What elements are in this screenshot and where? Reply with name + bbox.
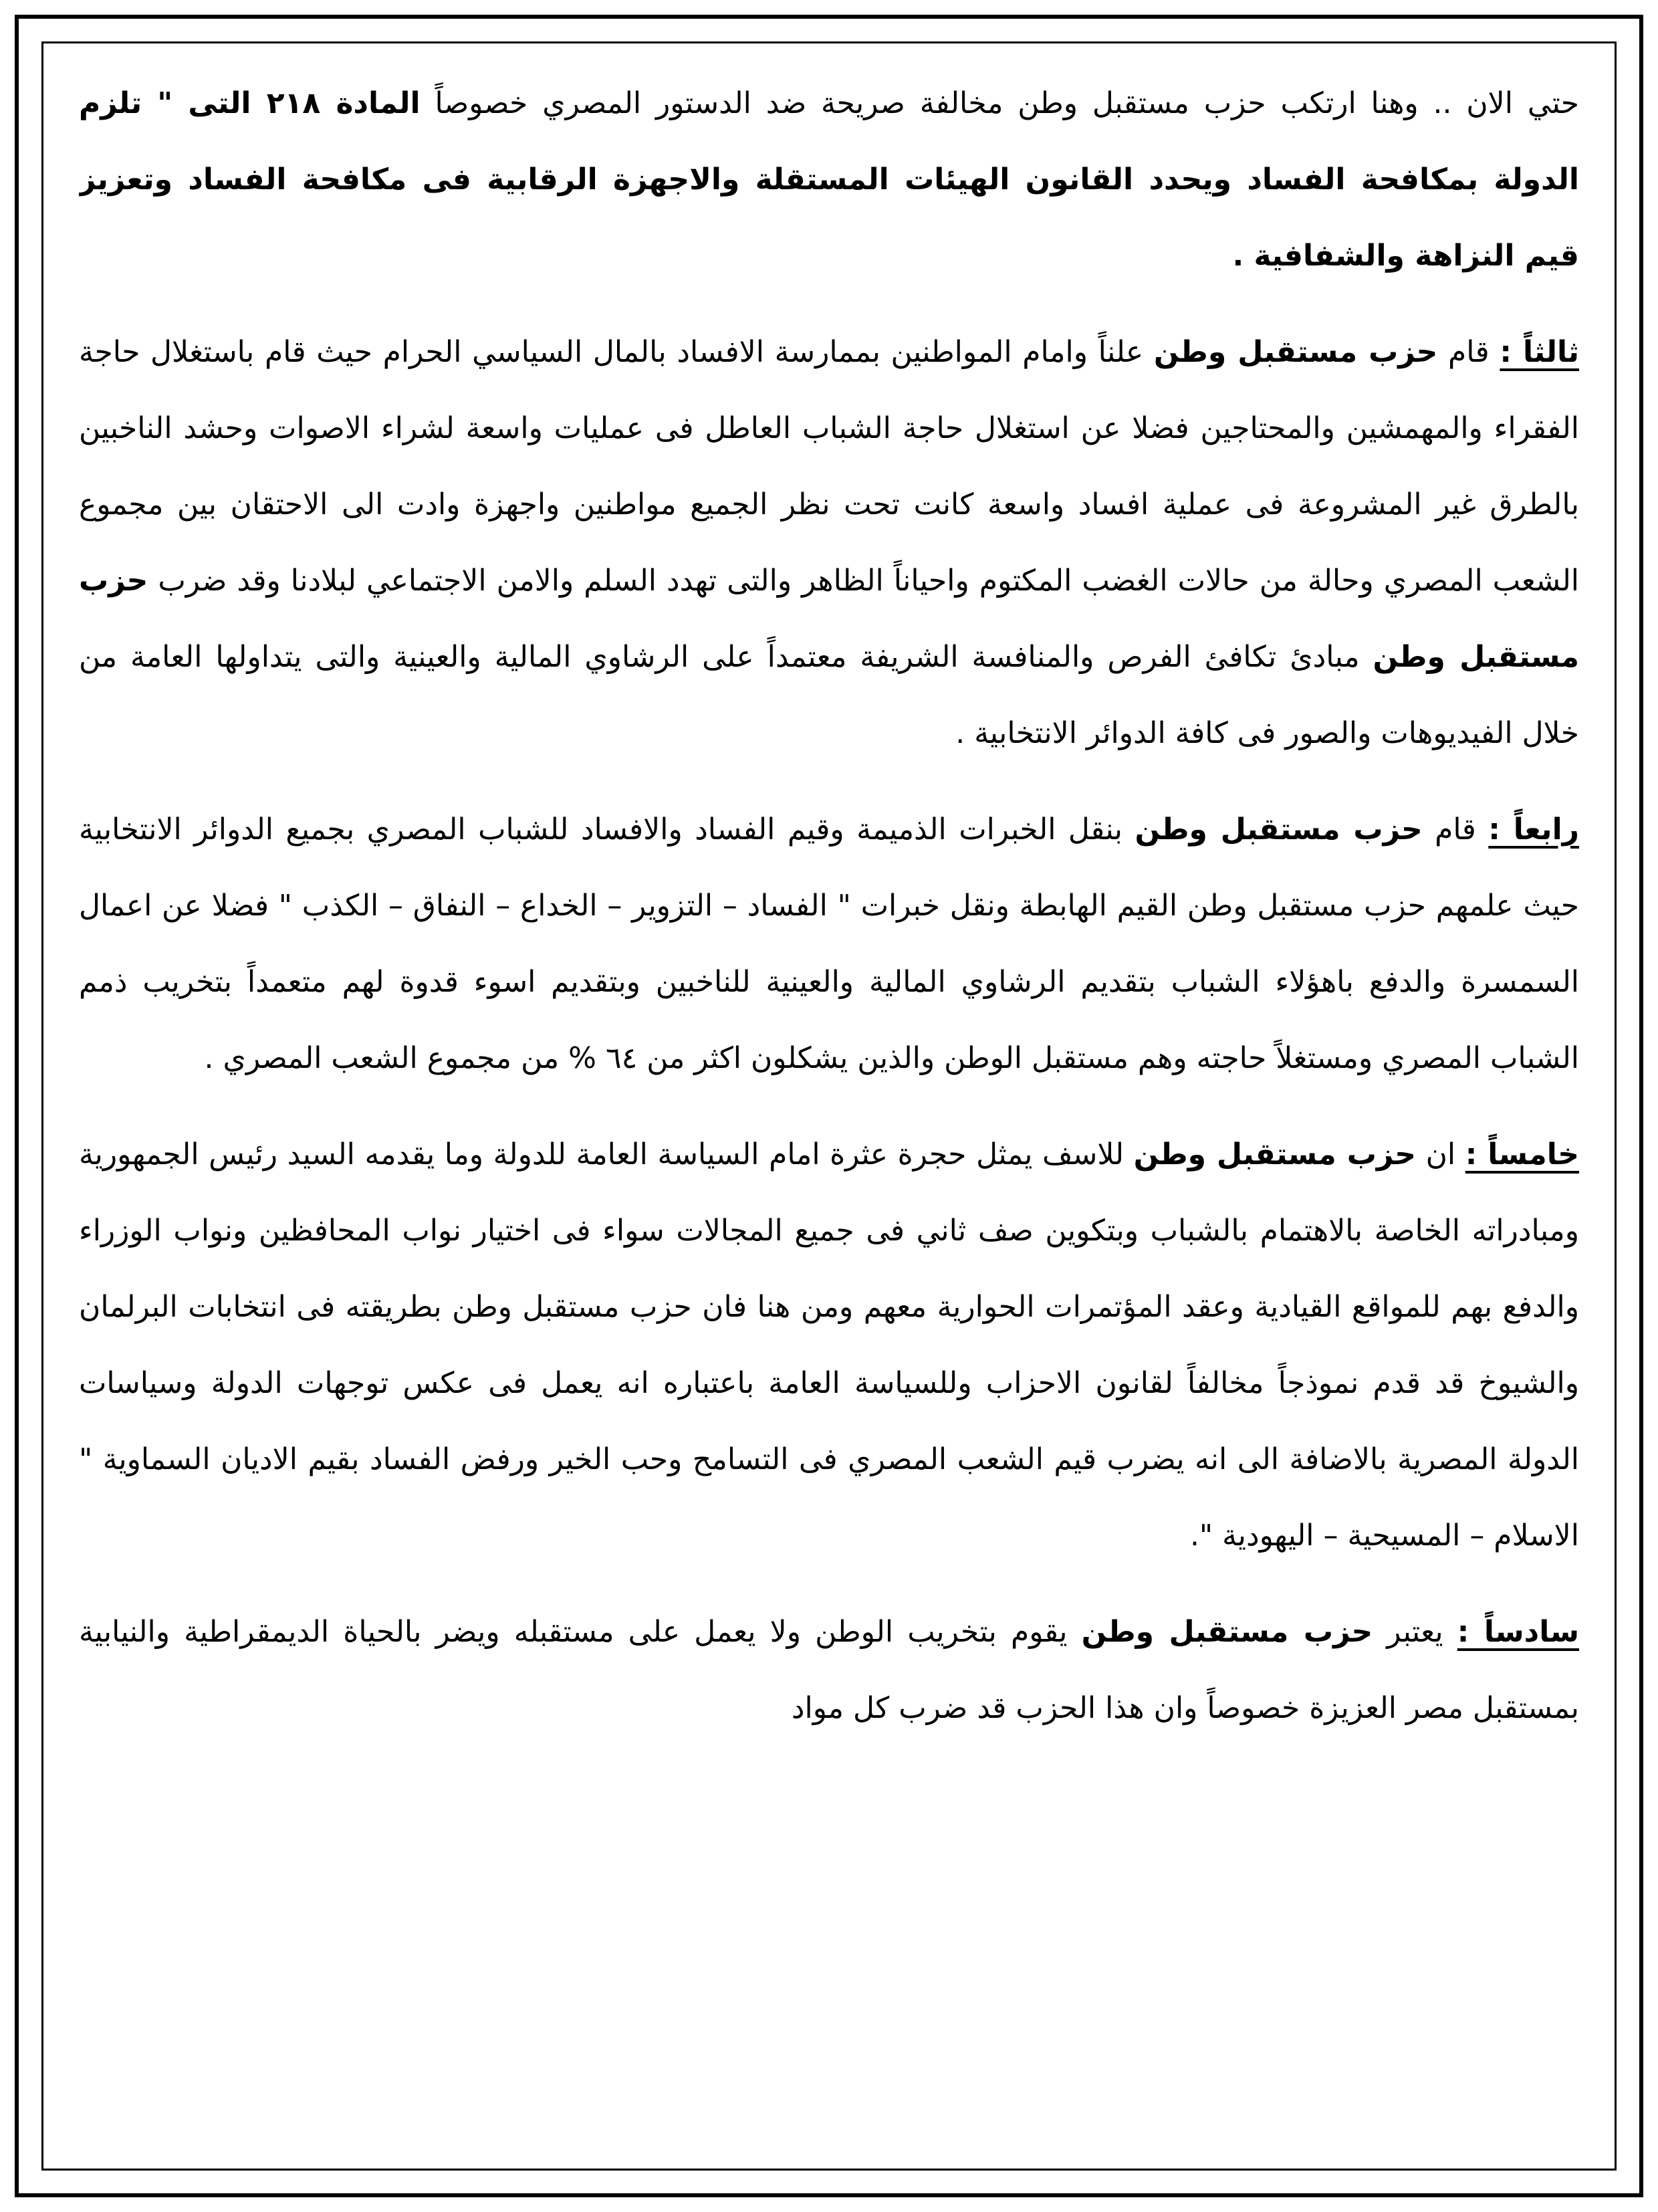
section-label: رابعاً : xyxy=(1488,812,1579,847)
paragraph-sixth xyxy=(79,1594,1579,1747)
paragraph-third xyxy=(79,314,1579,772)
text-run: بنقل الخبرات الذميمة وقيم الفساد والافساد للشباب المصري بجميع الدوائر الانتخابية حيث علمهم حزب مستقبل وطن القيم الهابطة ونقل خبرات " الفساد – التزوير – الخداع – النفاق – الكذب " فضلا عن اعمال السمسرة والدفع باهؤلاء الشباب بتقديم الرشاوي المالية والعينية للناخبين وبتقديم اسوء قدوة لهم متعمداً بتخريب ذمم الشباب المصري ومستغلاً حاجته وهم مستقبل الوطن والذين يشكلون اكثر من ٦٤ % من مجموع الشعب المصري . xyxy=(79,812,1579,1075)
paragraph-gap xyxy=(79,772,1579,792)
paragraph-fifth xyxy=(79,1117,1579,1574)
section-label: خامساً : xyxy=(1465,1137,1579,1172)
text-run: قام xyxy=(1422,812,1489,847)
text-run: للاسف يمثل حجرة عثرة امام السياسة العامة للدولة وما يقدمه السيد رئيس الجمهورية ومبادراته الخاصة بالاهتمام بالشباب وبتكوين صف ثاني فى جميع المجالات سواء فى اختيار نواب المحافظين ونواب الوزراء والدفع بهم للمواقع القيادية وعقد المؤتمرات الحوارية معهم ومن هنا فان حزب مستقبل وطن بطريقته فى انتخابات البرلمان والشيوخ قد قدم نموذجاً مخالفاً لقانون الاحزاب وللسياسة العامة باعتباره انه يعمل فى عكس توجهات الدولة وسياسات الدولة المصرية بالاضافة الى انه يضرب قيم الشعب المصري فى التسامح وحب الخير ورفض الفساد بقيم الاديان السماوية " الاسلام – المسيحية – اليهودية ". xyxy=(79,1137,1579,1553)
page-frame xyxy=(15,15,1643,2197)
text-run: ان xyxy=(1416,1137,1465,1172)
text-run: حتي الان .. وهنا ارتكب حزب مستقبل وطن مخالفة صريحة ضد الدستور المصري خصوصاً xyxy=(420,86,1579,120)
text-run: قام xyxy=(1437,335,1500,369)
section-label: ثالثاً : xyxy=(1500,335,1579,369)
document-body xyxy=(79,66,1579,2180)
paragraph-gap xyxy=(79,294,1579,314)
bold-text: حزب مستقبل وطن xyxy=(79,564,1579,674)
paragraph-intro xyxy=(79,66,1579,294)
text-run: يعتبر xyxy=(1373,1615,1457,1649)
section-label: سادساً : xyxy=(1457,1615,1579,1649)
paragraph-gap xyxy=(79,1097,1579,1117)
text-run: يقوم بتخريب الوطن ولا يعمل على مستقبله ويضر بالحياة الديمقراطية والنيابية بمستقبل مصر العزيزة خصوصاً وان هذا الحزب قد ضرب كل مواد xyxy=(79,1615,1579,1725)
bold-text: المادة ٢١٨ التى " تلزم الدولة بمكافحة الفساد ويحدد القانون الهيئات المستقلة والاجهزة الرقابية فى مكافحة الفساد وتعزيز قيم النزاهة والشفافية . xyxy=(79,86,1579,273)
bold-text: حزب مستقبل وطن xyxy=(1081,1615,1373,1649)
text-run: مبادئ تكافئ الفرص والمنافسة الشريفة معتمداً على الرشاوي المالية والعينية والتى يتداولها العامة من خلال الفيديوهات والصور فى كافة الدوائر الانتخابية . xyxy=(79,640,1579,750)
bold-text: حزب مستقبل وطن xyxy=(1135,812,1423,847)
paragraph-fourth xyxy=(79,792,1579,1097)
paragraph-gap xyxy=(79,1574,1579,1594)
bold-text: حزب مستقبل وطن xyxy=(1133,1137,1417,1172)
bold-text: حزب مستقبل وطن xyxy=(1153,335,1438,369)
text-run: علناً وامام المواطنين بممارسة الافساد بالمال السياسي الحرام حيث قام باستغلال حاجة الفقراء والمهمشين والمحتاجين فضلا عن استغلال حاجة الشباب العاطل فى عمليات واسعة لشراء الاصوات وحشد الناخبين بالطرق غير المشروعة فى عملية افساد واسعة كانت تحت نظر الجميع مواطنين واجهزة وادت الى الاحتقان بين مجموع الشعب المصري وحالة من حالات الغضب المكتوم واحياناً الظاهر والتى تهدد السلم والامن الاجتماعي لبلادنا وقد ضرب xyxy=(79,335,1579,598)
